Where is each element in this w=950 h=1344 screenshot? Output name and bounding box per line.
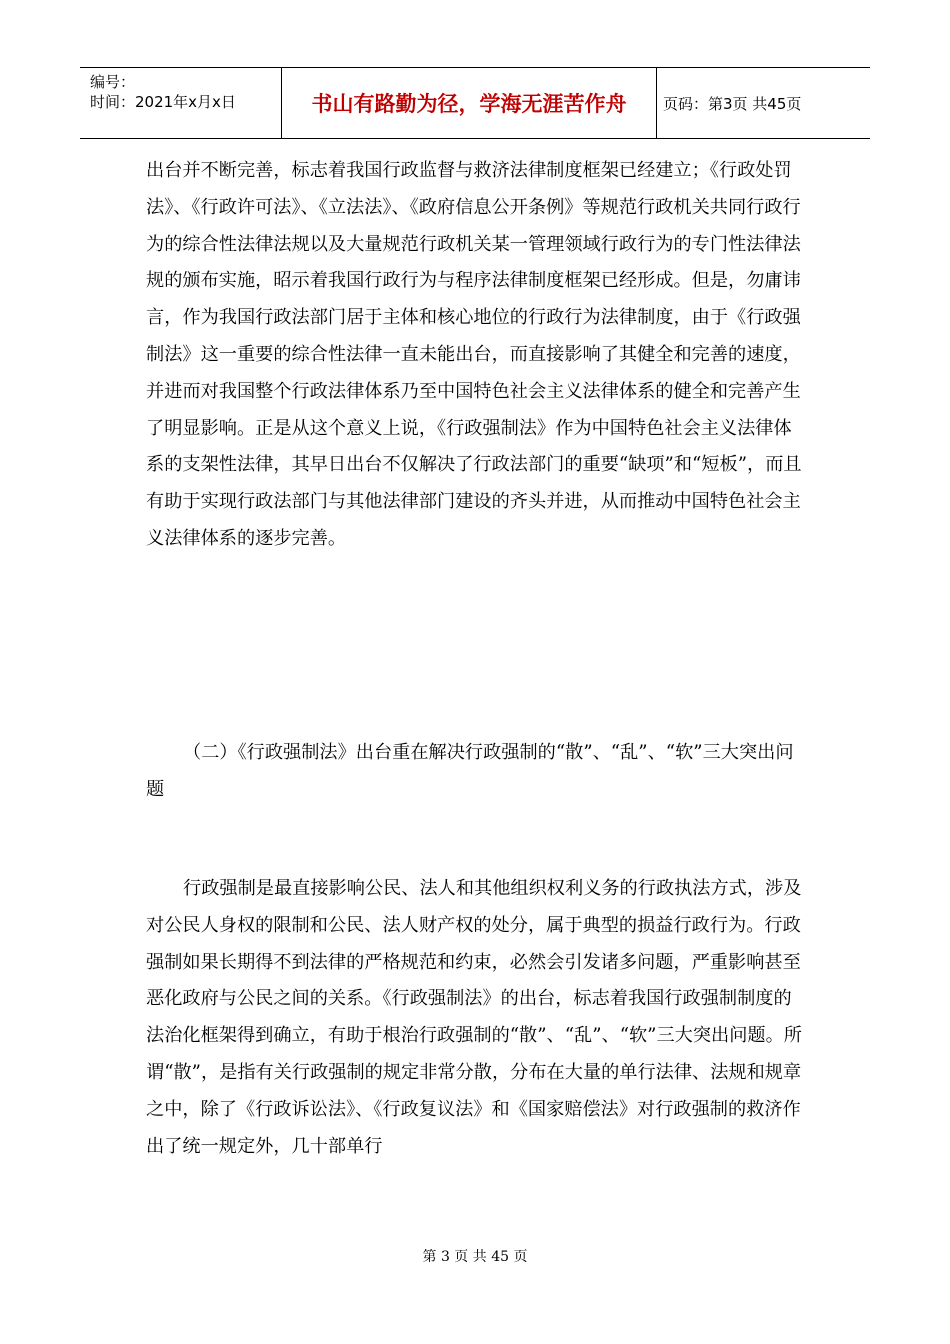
paragraph-text: 行政强制是最直接影响公民、法人和其他组织权利义务的行政执法方式，涉及对公民人身权的限制和公民、法人财产权的处分，属于典型的损益行政行为。行政强制如果长期得不到法律的严格规范和约束，必然会引发诸多问题，严重影响甚至恶化政府与公民之间的关系。《行政强制法》的出台，标志着我国行政强制制度的法治化框架得到确立，有助于根治行政强制的“散”、“乱”、“软”三大突出问题。所谓“散”，是指有关行政强制的规定非常分散，分布在大量的单行法律、法规和规章之中，除了《行政诉讼法》、《行政复议法》和《国家赔偿法》对行政强制的救济作出了统一规定外，几十部单行 xyxy=(146,878,802,1157)
document-header xyxy=(80,67,870,139)
time-label: 时间：2021年x月x日 xyxy=(90,93,236,111)
header-meta-cell xyxy=(80,68,282,138)
footer-page-number: 第 3 页 共 45 页 xyxy=(422,1249,528,1265)
body-paragraph-1 xyxy=(146,153,806,558)
number-label: 编号： xyxy=(90,73,136,91)
heading-text: （二）《行政强制法》出台重在解决行政强制的“散”、“乱”、“软”三大突出问题 xyxy=(146,742,794,800)
body-paragraph-3 xyxy=(146,871,806,1165)
header-motto-cell xyxy=(282,68,657,138)
header-page-cell xyxy=(657,68,870,138)
page-info: 页码：第3页 共45页 xyxy=(663,94,802,113)
page-footer xyxy=(0,1246,950,1266)
section-heading xyxy=(146,735,806,809)
paragraph-text: 出台并不断完善，标志着我国行政监督与救济法律制度框架已经建立；《行政处罚法》、《行政许可法》、《立法法》、《政府信息公开条例》等规范行政机关共同行政行为的综合性法律法规以及大量规范行政机关某一管理领域行政行为的专门性法律法规的颁布实施，昭示着我国行政行为与程序法律制度框架已经形成。但是，勿庸讳言，作为我国行政法部门居于主体和核心地位的行政行为法律制度，由于《行政强制法》这一重要的综合性法律一直未能出台，而直接影响了其健全和完善的速度，并进而对我国整个行政法律体系乃至中国特色社会主义法律体系的健全和完善产生了明显影响。正是从这个意义上说，《行政强制法》作为中国特色社会主义法律体系的支架性法律，其早日出台不仅解决了行政法部门的重要“缺项”和“短板”，而且有助于实现行政法部门与其他法律部门建设的齐头并进，从而推动中国特色社会主义法律体系的逐步完善。 xyxy=(146,160,802,549)
motto-text: 书山有路勤为径，学海无涯苦作舟 xyxy=(311,92,627,116)
